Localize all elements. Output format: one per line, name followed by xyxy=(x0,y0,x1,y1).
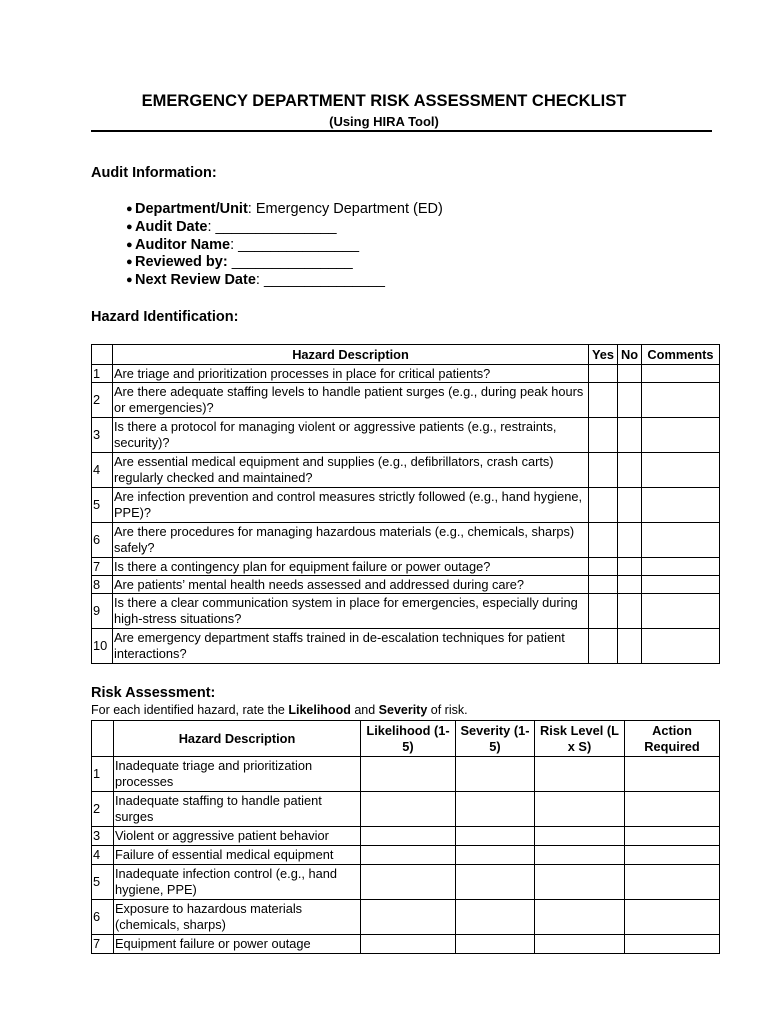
audit-item-label: Audit Date xyxy=(135,218,208,235)
row-number: 8 xyxy=(92,576,113,594)
row-number: 5 xyxy=(92,865,114,900)
table-row xyxy=(92,594,720,629)
audit-item-label: Reviewed by: xyxy=(135,254,228,271)
likelihood-cell[interactable] xyxy=(361,935,456,954)
likelihood-cell[interactable] xyxy=(361,865,456,900)
comments-cell[interactable] xyxy=(642,558,720,576)
table-row xyxy=(92,629,720,664)
hazard-description-cell: Are essential medical equipment and supplies (e.g., defibrillators, crash carts) regularly checked and maintained? xyxy=(113,453,589,488)
yes-cell[interactable] xyxy=(589,453,618,488)
audit-item-value: : _______________ xyxy=(255,272,385,289)
row-number: 1 xyxy=(92,365,113,383)
row-number: 1 xyxy=(92,757,114,792)
risk-level-cell[interactable] xyxy=(535,935,625,954)
table-row xyxy=(92,523,720,558)
comments-cell[interactable] xyxy=(642,365,720,383)
audit-item xyxy=(126,272,443,290)
table-row xyxy=(92,757,720,792)
hazard-description-cell: Is there a contingency plan for equipment failure or power outage? xyxy=(113,558,589,576)
risk-level-cell[interactable] xyxy=(535,900,625,935)
audit-item-label: Next Review Date xyxy=(135,272,256,289)
yes-cell[interactable] xyxy=(589,488,618,523)
table-row xyxy=(92,792,720,827)
column-header-hazard-description: Hazard Description xyxy=(114,721,361,757)
row-number: 3 xyxy=(92,418,113,453)
bullet-icon: ● xyxy=(126,274,133,287)
audit-item-label: Auditor Name xyxy=(135,236,231,253)
no-cell[interactable] xyxy=(618,453,642,488)
likelihood-cell[interactable] xyxy=(361,900,456,935)
intro-text: and xyxy=(350,703,379,717)
hazard-description-cell: Are infection prevention and control measures strictly followed (e.g., hand hygiene, PPE)? xyxy=(113,488,589,523)
hazard-description-cell: Is there a clear communication system in place for emergencies, especially during high-stress situations? xyxy=(113,594,589,629)
hazard-description-cell: Are there adequate staffing levels to handle patient surges (e.g., during peak hours or emergencies)? xyxy=(113,383,589,418)
no-cell[interactable] xyxy=(618,488,642,523)
row-number: 9 xyxy=(92,594,113,629)
risk-level-cell[interactable] xyxy=(535,865,625,900)
severity-cell[interactable] xyxy=(456,865,535,900)
yes-cell[interactable] xyxy=(589,576,618,594)
row-number: 6 xyxy=(92,523,113,558)
action-required-cell[interactable] xyxy=(625,865,720,900)
intro-severity: Severity xyxy=(378,703,428,717)
row-number: 6 xyxy=(92,900,114,935)
audit-item xyxy=(126,201,443,219)
table-row xyxy=(92,865,720,900)
bullet-icon: ● xyxy=(126,256,133,269)
comments-cell[interactable] xyxy=(642,418,720,453)
hazard-description-cell: Inadequate triage and prioritization processes xyxy=(114,757,361,792)
column-header-severity: Severity (1-5) xyxy=(456,721,535,757)
severity-cell[interactable] xyxy=(456,935,535,954)
risk-assessment-intro xyxy=(91,703,468,717)
table-row xyxy=(92,846,720,865)
audit-item xyxy=(126,254,443,272)
comments-cell[interactable] xyxy=(642,576,720,594)
risk-level-cell[interactable] xyxy=(535,757,625,792)
no-cell[interactable] xyxy=(618,558,642,576)
table-row xyxy=(92,418,720,453)
audit-item xyxy=(126,237,443,255)
row-number: 4 xyxy=(92,846,114,865)
yes-cell[interactable] xyxy=(589,383,618,418)
table-header-row xyxy=(92,721,720,757)
row-number: 7 xyxy=(92,935,114,954)
action-required-cell[interactable] xyxy=(625,900,720,935)
document-subtitle: (Using HIRA Tool) xyxy=(329,114,439,129)
document-title: EMERGENCY DEPARTMENT RISK ASSESSMENT CHECKLIST xyxy=(141,92,627,110)
yes-cell[interactable] xyxy=(589,594,618,629)
no-cell[interactable] xyxy=(618,365,642,383)
hazard-identification-table xyxy=(91,344,720,664)
bullet-icon: ● xyxy=(126,238,133,251)
action-required-cell[interactable] xyxy=(625,757,720,792)
row-number: 7 xyxy=(92,558,113,576)
row-number: 10 xyxy=(92,629,113,664)
table-row xyxy=(92,365,720,383)
hazard-description-cell: Are emergency department staffs trained in de-escalation techniques for patient interactions? xyxy=(113,629,589,664)
hazard-description-cell: Exposure to hazardous materials (chemicals, sharps) xyxy=(114,900,361,935)
audit-item-value: : _______________ xyxy=(230,236,360,253)
hazard-description-cell: Inadequate infection control (e.g., hand hygiene, PPE) xyxy=(114,865,361,900)
audit-item-value: : Emergency Department (ED) xyxy=(247,201,443,217)
hazard-description-cell: Equipment failure or power outage xyxy=(114,935,361,954)
table-row xyxy=(92,488,720,523)
audit-heading: Audit Information: xyxy=(91,165,217,181)
comments-cell[interactable] xyxy=(642,629,720,664)
hazard-description-cell: Are there procedures for managing hazardous materials (e.g., chemicals, sharps) safely? xyxy=(113,523,589,558)
hazard-description-cell: Violent or aggressive patient behavior xyxy=(114,827,361,846)
comments-cell[interactable] xyxy=(642,523,720,558)
table-row xyxy=(92,900,720,935)
yes-cell[interactable] xyxy=(589,418,618,453)
risk-level-cell[interactable] xyxy=(535,792,625,827)
table-row xyxy=(92,558,720,576)
severity-cell[interactable] xyxy=(456,792,535,827)
comments-cell[interactable] xyxy=(642,488,720,523)
yes-cell[interactable] xyxy=(589,523,618,558)
row-number: 2 xyxy=(92,383,113,418)
intro-text: For each identified hazard, rate the xyxy=(91,703,289,717)
severity-cell[interactable] xyxy=(456,900,535,935)
yes-cell[interactable] xyxy=(589,629,618,664)
no-cell[interactable] xyxy=(618,383,642,418)
audit-info-list xyxy=(126,201,443,290)
table-row xyxy=(92,827,720,846)
severity-cell[interactable] xyxy=(456,846,535,865)
hazard-description-cell: Are patients’ mental health needs assessed and addressed during care? xyxy=(113,576,589,594)
comments-cell[interactable] xyxy=(642,594,720,629)
column-header-no: No xyxy=(618,345,642,365)
no-cell[interactable] xyxy=(618,418,642,453)
hazard-description-cell: Are triage and prioritization processes in place for critical patients? xyxy=(113,365,589,383)
severity-cell[interactable] xyxy=(456,827,535,846)
audit-item-value: : _______________ xyxy=(207,218,337,235)
likelihood-cell[interactable] xyxy=(361,846,456,865)
risk-assessment-table xyxy=(91,720,720,954)
row-number: 5 xyxy=(92,488,113,523)
row-number: 3 xyxy=(92,827,114,846)
column-header-number xyxy=(92,721,114,757)
likelihood-cell[interactable] xyxy=(361,827,456,846)
audit-item xyxy=(126,219,443,237)
column-header-action-required: Action Required xyxy=(625,721,720,757)
severity-cell[interactable] xyxy=(456,757,535,792)
table-header-row xyxy=(92,345,720,365)
column-header-likelihood: Likelihood (1-5) xyxy=(361,721,456,757)
intro-likelihood: Likelihood xyxy=(288,703,351,717)
column-header-hazard-description: Hazard Description xyxy=(113,345,589,365)
bullet-icon: ● xyxy=(126,203,133,215)
table-row xyxy=(92,453,720,488)
bullet-icon: ● xyxy=(126,220,133,233)
action-required-cell[interactable] xyxy=(625,935,720,954)
comments-cell[interactable] xyxy=(642,383,720,418)
table-row xyxy=(92,935,720,954)
risk-level-cell[interactable] xyxy=(535,827,625,846)
column-header-risk-level: Risk Level (L x S) xyxy=(535,721,625,757)
column-header-comments: Comments xyxy=(642,345,720,365)
likelihood-cell[interactable] xyxy=(361,792,456,827)
title-divider xyxy=(91,130,712,132)
yes-cell[interactable] xyxy=(589,558,618,576)
intro-text: of risk. xyxy=(427,703,468,717)
yes-cell[interactable] xyxy=(589,365,618,383)
risk-level-cell[interactable] xyxy=(535,846,625,865)
table-row xyxy=(92,383,720,418)
action-required-cell[interactable] xyxy=(625,827,720,846)
no-cell[interactable] xyxy=(618,576,642,594)
action-required-cell[interactable] xyxy=(625,846,720,865)
hazard-description-cell: Inadequate staffing to handle patient surges xyxy=(114,792,361,827)
no-cell[interactable] xyxy=(618,594,642,629)
column-header-yes: Yes xyxy=(589,345,618,365)
hazard-description-cell: Failure of essential medical equipment xyxy=(114,846,361,865)
audit-item-value: _______________ xyxy=(227,254,353,271)
risk-assessment-heading: Risk Assessment: xyxy=(91,685,216,701)
column-header-number xyxy=(92,345,113,365)
comments-cell[interactable] xyxy=(642,453,720,488)
hazard-identification-heading: Hazard Identification: xyxy=(91,309,239,325)
likelihood-cell[interactable] xyxy=(361,757,456,792)
row-number: 4 xyxy=(92,453,113,488)
no-cell[interactable] xyxy=(618,523,642,558)
hazard-description-cell: Is there a protocol for managing violent or aggressive patients (e.g., restraints, security)? xyxy=(113,418,589,453)
table-row xyxy=(92,576,720,594)
row-number: 2 xyxy=(92,792,114,827)
action-required-cell[interactable] xyxy=(625,792,720,827)
audit-item-label: Department/Unit xyxy=(135,201,248,217)
no-cell[interactable] xyxy=(618,629,642,664)
